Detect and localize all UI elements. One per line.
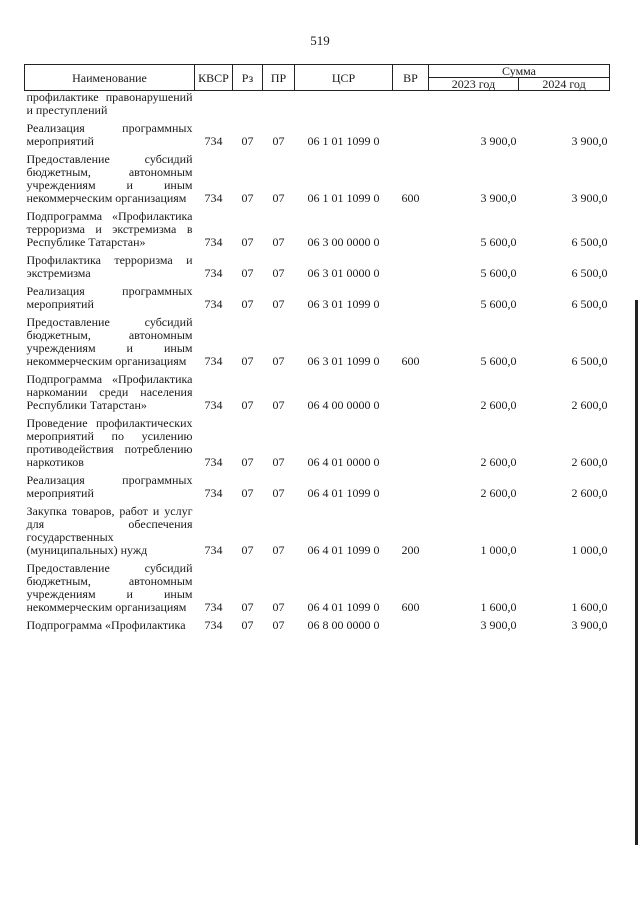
row-kvsr: 734 <box>204 235 223 249</box>
row-vr: 200 <box>401 543 420 557</box>
table-row <box>25 207 610 251</box>
row-kvsr: 734 <box>204 486 223 500</box>
row-vr <box>393 414 429 471</box>
row-csr: 06 3 01 0000 0 <box>307 266 380 280</box>
row-kvsr: 734 <box>204 354 223 368</box>
row-name: профилактике правонарушений и преступлений <box>26 90 193 117</box>
row-vr <box>393 282 429 313</box>
row-vr: 600 <box>401 600 420 614</box>
row-sum-2024: 3 900,0 <box>571 191 608 205</box>
row-rz: 07 <box>241 266 254 280</box>
row-rz: 07 <box>241 297 254 311</box>
row-pr: 07 <box>272 235 285 249</box>
row-sum-2023: 3 900,0 <box>480 191 517 205</box>
row-csr: 06 4 00 0000 0 <box>307 398 380 412</box>
row-sum-2024: 3 900,0 <box>571 618 608 632</box>
row-kvsr: 734 <box>204 543 223 557</box>
row-kvsr: 734 <box>204 134 223 148</box>
col-2024-header: 2024 год <box>519 78 610 91</box>
row-csr: 06 4 01 0000 0 <box>307 455 380 469</box>
row-sum-2024: 2 600,0 <box>571 455 608 469</box>
row-sum-2023: 2 600,0 <box>480 486 517 500</box>
scan-edge-rule <box>635 300 638 845</box>
row-sum-2023: 5 600,0 <box>480 297 517 311</box>
col-pr-header: ПР <box>263 65 295 91</box>
row-rz: 07 <box>241 455 254 469</box>
table-row <box>25 119 610 150</box>
row-csr: 06 3 01 1099 0 <box>307 354 380 368</box>
row-rz <box>233 91 263 120</box>
row-name: Предоставление субсидий бюджетным, автономным учреждениям и иным некоммерческим организациям <box>26 315 193 368</box>
row-name: Закупка товаров, работ и услуг для обеспечения государственных (муниципальных) нужд <box>26 504 193 557</box>
table-header <box>25 65 610 91</box>
row-sum-2024 <box>519 91 610 120</box>
row-vr <box>393 471 429 502</box>
col-vr-header: ВР <box>393 65 429 91</box>
row-csr: 06 1 01 1099 0 <box>307 191 380 205</box>
row-pr: 07 <box>272 297 285 311</box>
row-csr: 06 3 00 0000 0 <box>307 235 380 249</box>
row-kvsr: 734 <box>204 455 223 469</box>
row-rz: 07 <box>241 486 254 500</box>
row-rz: 07 <box>241 543 254 557</box>
row-kvsr: 734 <box>204 297 223 311</box>
table-row <box>25 91 610 120</box>
row-rz: 07 <box>241 235 254 249</box>
row-name: Предоставление субсидий бюджетным, автономным учреждениям и иным некоммерческим организациям <box>26 561 193 614</box>
row-sum-2023: 5 600,0 <box>480 235 517 249</box>
row-sum-2023: 5 600,0 <box>480 266 517 280</box>
table-row <box>25 150 610 207</box>
table-row <box>25 313 610 370</box>
row-sum-2023 <box>429 91 519 120</box>
row-pr: 07 <box>272 266 285 280</box>
row-sum-2024: 2 600,0 <box>571 486 608 500</box>
row-vr <box>393 251 429 282</box>
row-sum-2023: 1 000,0 <box>480 543 517 557</box>
row-csr: 06 3 01 1099 0 <box>307 297 380 311</box>
col-2023-header: 2023 год <box>429 78 519 91</box>
table-row <box>25 251 610 282</box>
row-pr: 07 <box>272 600 285 614</box>
col-kvsr-header: КВСР <box>195 65 233 91</box>
col-name-header: Наименование <box>25 65 195 91</box>
row-csr: 06 4 01 1099 0 <box>307 486 380 500</box>
row-pr: 07 <box>272 486 285 500</box>
row-name: Реализация программных мероприятий <box>26 121 193 148</box>
row-vr <box>393 616 429 634</box>
row-name: Подпрограмма «Профилактика наркомании среди населения Республики Татарстан» <box>26 372 193 412</box>
row-pr: 07 <box>272 455 285 469</box>
table-row <box>25 471 610 502</box>
row-rz: 07 <box>241 191 254 205</box>
row-sum-2024: 6 500,0 <box>571 297 608 311</box>
row-name: Подпрограмма «Профилактика терроризма и экстремизма в Республике Татарстан» <box>26 209 193 249</box>
row-vr <box>393 119 429 150</box>
row-sum-2023: 2 600,0 <box>480 398 517 412</box>
row-rz: 07 <box>241 600 254 614</box>
col-rz-header: Рз <box>233 65 263 91</box>
row-rz: 07 <box>241 398 254 412</box>
row-vr: 600 <box>401 191 420 205</box>
table-body <box>25 91 610 635</box>
row-name: Проведение профилактических мероприятий по усилению противодействия потреблению наркотиков <box>26 416 193 469</box>
row-kvsr: 734 <box>204 398 223 412</box>
row-sum-2024: 2 600,0 <box>571 398 608 412</box>
row-sum-2024: 3 900,0 <box>571 134 608 148</box>
row-name: Реализация программных мероприятий <box>26 473 193 500</box>
row-vr <box>393 91 429 120</box>
row-sum-2024: 6 500,0 <box>571 354 608 368</box>
row-kvsr: 734 <box>204 618 223 632</box>
row-vr <box>393 207 429 251</box>
row-csr <box>295 91 393 120</box>
col-csr-header: ЦСР <box>295 65 393 91</box>
row-pr: 07 <box>272 398 285 412</box>
row-csr: 06 1 01 1099 0 <box>307 134 380 148</box>
row-kvsr: 734 <box>204 600 223 614</box>
row-sum-2024: 1 600,0 <box>571 600 608 614</box>
row-name: Предоставление субсидий бюджетным, автономным учреждениям и иным некоммерческим организациям <box>26 152 193 205</box>
row-pr: 07 <box>272 618 285 632</box>
row-kvsr <box>195 91 233 120</box>
row-sum-2023: 3 900,0 <box>480 618 517 632</box>
row-name: Реализация программных мероприятий <box>26 284 193 311</box>
table-row <box>25 282 610 313</box>
row-sum-2024: 6 500,0 <box>571 266 608 280</box>
row-pr <box>263 91 295 120</box>
row-pr: 07 <box>272 134 285 148</box>
col-sum-header: Сумма <box>429 65 610 78</box>
table-row <box>25 616 610 634</box>
row-rz: 07 <box>241 618 254 632</box>
table-row <box>25 559 610 616</box>
row-pr: 07 <box>272 354 285 368</box>
row-sum-2023: 2 600,0 <box>480 455 517 469</box>
row-name: Подпрограмма «Профилактика <box>26 618 186 632</box>
row-sum-2024: 6 500,0 <box>571 235 608 249</box>
row-csr: 06 4 01 1099 0 <box>307 600 380 614</box>
row-pr: 07 <box>272 191 285 205</box>
row-pr: 07 <box>272 543 285 557</box>
budget-table <box>24 64 610 634</box>
page-number: 519 <box>310 33 330 48</box>
row-rz: 07 <box>241 134 254 148</box>
table-row <box>25 370 610 414</box>
row-kvsr: 734 <box>204 191 223 205</box>
row-csr: 06 4 01 1099 0 <box>307 543 380 557</box>
row-sum-2024: 1 000,0 <box>571 543 608 557</box>
row-kvsr: 734 <box>204 266 223 280</box>
row-vr: 600 <box>401 354 420 368</box>
row-sum-2023: 3 900,0 <box>480 134 517 148</box>
table-row <box>25 414 610 471</box>
table-row <box>25 502 610 559</box>
row-vr <box>393 370 429 414</box>
row-rz: 07 <box>241 354 254 368</box>
row-sum-2023: 1 600,0 <box>480 600 517 614</box>
row-name: Профилактика терроризма и экстремизма <box>26 253 193 280</box>
row-csr: 06 8 00 0000 0 <box>307 618 380 632</box>
row-sum-2023: 5 600,0 <box>480 354 517 368</box>
